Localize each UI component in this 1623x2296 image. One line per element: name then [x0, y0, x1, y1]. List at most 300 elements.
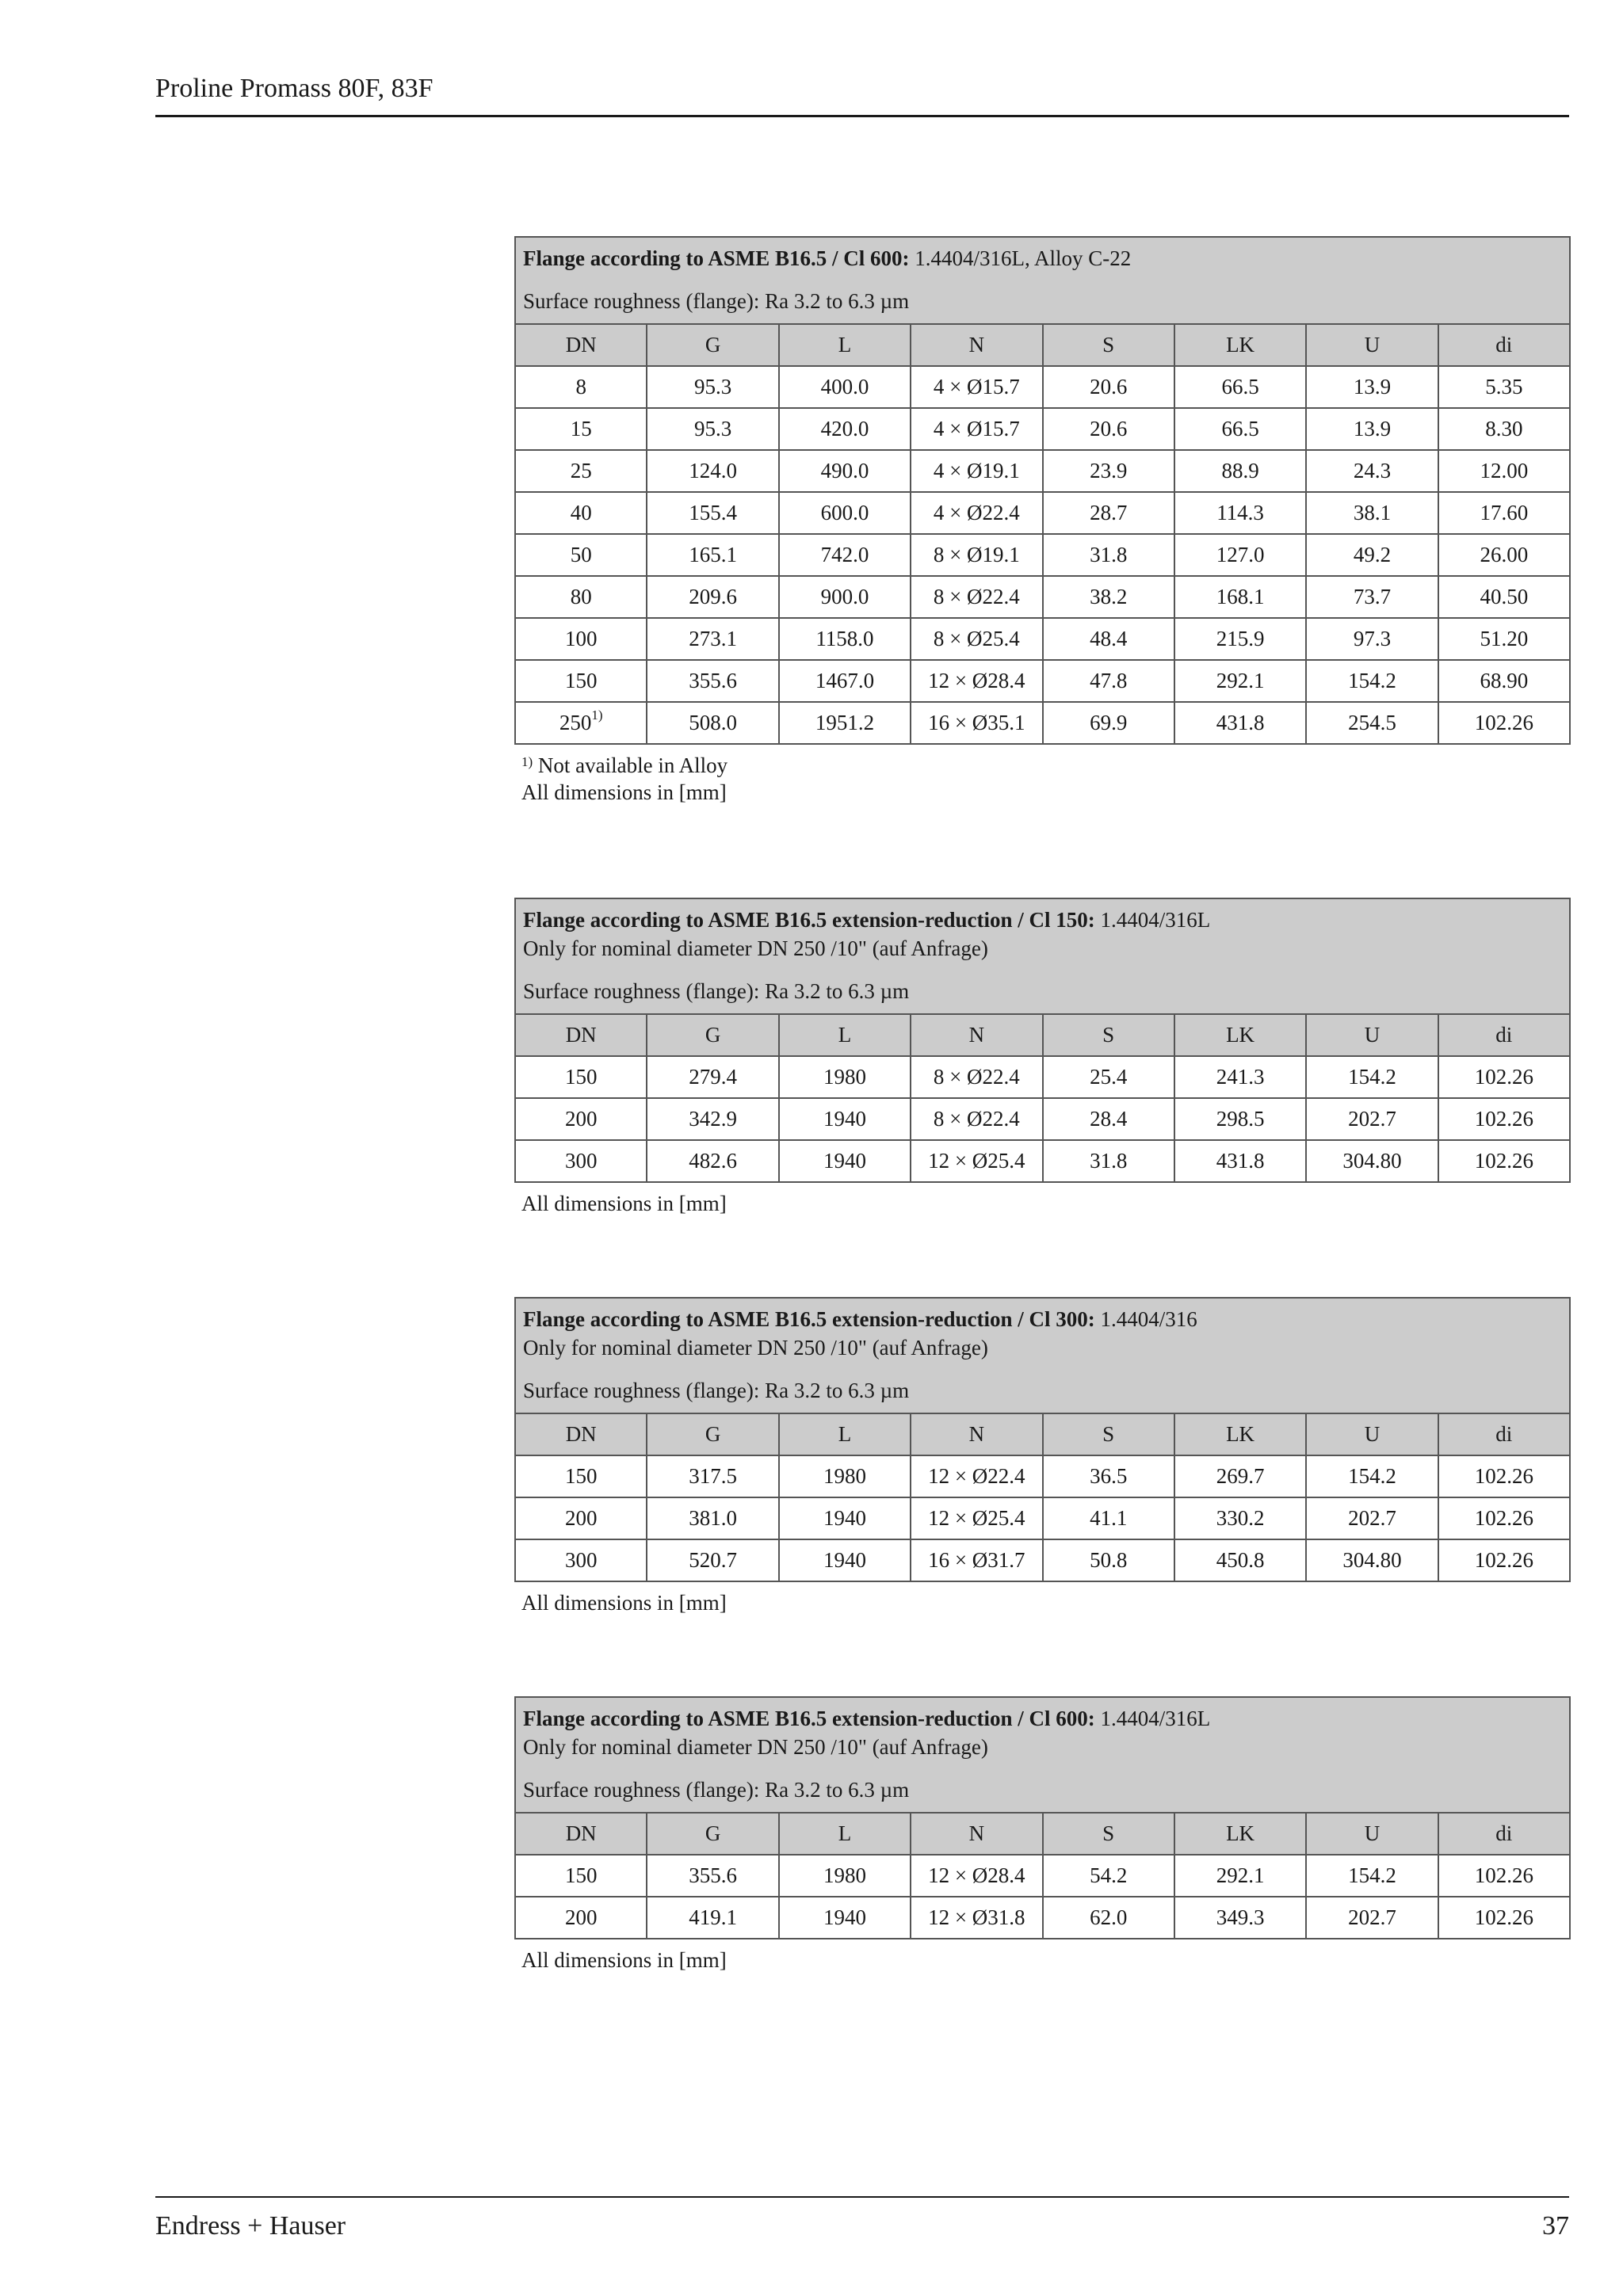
table-cell	[779, 1056, 911, 1098]
dimensions-note: All dimensions in [mm]	[521, 1591, 727, 1615]
table-cell	[1174, 534, 1306, 576]
table-cell	[515, 618, 647, 660]
cell-value: 68.90	[1480, 669, 1529, 692]
cell-value: 8 × Ø22.4	[933, 1107, 1020, 1131]
cell-value: 168.1	[1216, 585, 1265, 608]
table-cell	[1438, 1497, 1570, 1539]
cell-value: 102.26	[1474, 1149, 1533, 1173]
table-cell	[1438, 492, 1570, 534]
cell-value: 431.8	[1216, 711, 1265, 734]
cell-value: 24.3	[1353, 459, 1392, 482]
cell-value: 381.0	[689, 1506, 737, 1530]
table-caption-row	[515, 1697, 1570, 1813]
cell-value: 102.26	[1474, 1065, 1533, 1089]
cell-value: 26.00	[1480, 543, 1529, 566]
caption-spacer	[523, 273, 1562, 287]
column-header: G	[647, 1813, 778, 1855]
cell-value: 15	[570, 417, 592, 441]
cell-value: 200	[564, 1905, 598, 1929]
table-caption	[515, 237, 1570, 324]
cell-value: 47.8	[1090, 669, 1128, 692]
table-cell	[911, 1455, 1042, 1497]
cell-value: 100	[564, 627, 598, 650]
cell-value: 41.1	[1090, 1506, 1128, 1530]
cell-value: 165.1	[689, 543, 737, 566]
cell-value: 1980	[823, 1065, 866, 1089]
cell-value: 279.4	[689, 1065, 737, 1089]
cell-value: 1980	[823, 1863, 866, 1887]
cell-value: 154.2	[1348, 1065, 1396, 1089]
cell-value: 69.9	[1090, 711, 1128, 734]
table-cell	[911, 1897, 1042, 1939]
cell-value: 4 × Ø15.7	[933, 417, 1020, 441]
footer-company: Endress + Hauser	[155, 2211, 346, 2241]
table-cell	[911, 618, 1042, 660]
table-row	[515, 1897, 1570, 1939]
cell-value: 900.0	[820, 585, 869, 608]
column-header: LK	[1174, 1413, 1306, 1455]
cell-value: 1940	[823, 1149, 866, 1173]
surface-roughness-label: Surface roughness (flange): Ra 3.2 to 6.3 µm	[523, 1379, 910, 1402]
cell-value: 50	[570, 543, 592, 566]
table-cell	[1043, 660, 1174, 702]
table-cell	[779, 408, 911, 450]
table-cell	[1306, 1455, 1438, 1497]
column-header: LK	[1174, 324, 1306, 366]
cell-value: 330.2	[1216, 1506, 1265, 1530]
table-row	[515, 492, 1570, 534]
table-title-material: 1.4404/316L, Alloy C-22	[909, 246, 1132, 270]
table-title-bold: Flange according to ASME B16.5 extension-reduction / Cl 300:	[523, 1307, 1095, 1331]
table-cell	[1043, 1140, 1174, 1182]
table-cell	[647, 534, 778, 576]
column-header: di	[1438, 324, 1570, 366]
table-cell	[911, 366, 1042, 408]
cell-value: 241.3	[1216, 1065, 1265, 1089]
table-cell	[647, 618, 778, 660]
table-cell	[1174, 1455, 1306, 1497]
cell-value: 431.8	[1216, 1149, 1265, 1173]
table-cell	[1306, 1056, 1438, 1098]
flange-dimension-table	[514, 898, 1571, 1183]
table-title-bold: Flange according to ASME B16.5 extension-reduction / Cl 150:	[523, 908, 1095, 932]
footer-divider	[155, 2196, 1569, 2198]
cell-value: 209.6	[689, 585, 737, 608]
cell-value: 12 × Ø25.4	[928, 1506, 1025, 1530]
footnote-text: Not available in Alloy	[533, 753, 728, 777]
cell-value: 38.1	[1353, 501, 1392, 524]
table-cell	[1174, 660, 1306, 702]
table-cell	[911, 534, 1042, 576]
table-row	[515, 450, 1570, 492]
cell-value: 4 × Ø22.4	[933, 501, 1020, 524]
cell-value: 16 × Ø35.1	[928, 711, 1025, 734]
column-header: L	[779, 1813, 911, 1855]
table-cell	[779, 660, 911, 702]
table-cell	[1043, 450, 1174, 492]
table-cell	[1438, 576, 1570, 618]
cell-value: 8 × Ø22.4	[933, 585, 1020, 608]
table-row	[515, 534, 1570, 576]
cell-value: 16 × Ø31.7	[928, 1548, 1025, 1572]
cell-value: 269.7	[1216, 1464, 1265, 1488]
table-cell	[1043, 1056, 1174, 1098]
flange-dimension-table	[514, 1696, 1571, 1939]
table-cell	[1306, 702, 1438, 744]
column-header: U	[1306, 1413, 1438, 1455]
table-cell	[1043, 618, 1174, 660]
table-cell	[647, 660, 778, 702]
table-cell	[1043, 534, 1174, 576]
table-cell	[1306, 408, 1438, 450]
table-cell	[515, 534, 647, 576]
table-cell	[911, 408, 1042, 450]
cell-value: 8.30	[1485, 417, 1523, 441]
cell-value: 36.5	[1090, 1464, 1128, 1488]
cell-value: 12 × Ø28.4	[928, 669, 1025, 692]
table-row	[515, 1140, 1570, 1182]
table-cell	[515, 660, 647, 702]
flange-table-block	[514, 236, 1571, 806]
cell-value: 102.26	[1474, 1506, 1533, 1530]
column-header: DN	[515, 1014, 647, 1056]
cell-value: 200	[564, 1107, 598, 1131]
table-title-material: 1.4404/316L	[1094, 908, 1211, 932]
flange-table-block	[514, 898, 1571, 1217]
column-header: S	[1043, 1813, 1174, 1855]
table-cell	[1174, 1497, 1306, 1539]
table-subtitle: Only for nominal diameter DN 250 /10" (auf Anfrage)	[523, 936, 988, 960]
cell-value: 300	[564, 1548, 598, 1572]
cell-value: 304.80	[1342, 1548, 1402, 1572]
column-header: DN	[515, 1413, 647, 1455]
cell-value: 8	[575, 375, 586, 399]
table-cell	[779, 1497, 911, 1539]
table-cell	[1174, 1098, 1306, 1140]
table-row	[515, 1098, 1570, 1140]
cell-value: 66.5	[1221, 417, 1259, 441]
flange-dimension-table	[514, 236, 1571, 745]
column-header: N	[911, 1413, 1042, 1455]
table-cell	[647, 366, 778, 408]
cell-value: 13.9	[1353, 417, 1392, 441]
cell-value: 349.3	[1216, 1905, 1265, 1929]
table-cell	[515, 1098, 647, 1140]
cell-value: 102.26	[1474, 1905, 1533, 1929]
cell-value: 102.26	[1474, 1548, 1533, 1572]
table-cell	[1306, 1098, 1438, 1140]
table-cell	[1174, 1539, 1306, 1581]
cell-value: 31.8	[1090, 1149, 1128, 1173]
cell-value: 48.4	[1090, 627, 1128, 650]
cell-value: 202.7	[1348, 1905, 1396, 1929]
table-caption	[515, 1697, 1570, 1813]
table-cell	[1043, 366, 1174, 408]
table-row	[515, 660, 1570, 702]
column-header: LK	[1174, 1813, 1306, 1855]
table-cell	[515, 702, 647, 744]
table-title-bold: Flange according to ASME B16.5 extension-reduction / Cl 600:	[523, 1707, 1095, 1730]
column-header: G	[647, 1413, 778, 1455]
cell-value: 155.4	[689, 501, 737, 524]
table-cell	[911, 702, 1042, 744]
table-cell	[779, 450, 911, 492]
table-cell	[515, 450, 647, 492]
cell-value: 292.1	[1216, 1863, 1265, 1887]
table-cell	[779, 1140, 911, 1182]
table-cell	[911, 450, 1042, 492]
cell-value: 1951.2	[815, 711, 875, 734]
footnote	[521, 752, 1571, 779]
table-notes	[514, 1947, 1571, 1974]
column-header: DN	[515, 1813, 647, 1855]
column-header: U	[1306, 324, 1438, 366]
table-cell	[1174, 1056, 1306, 1098]
table-cell	[779, 1539, 911, 1581]
table-cell	[515, 408, 647, 450]
caption-spacer	[523, 1761, 1562, 1775]
table-cell	[647, 1098, 778, 1140]
surface-roughness-label: Surface roughness (flange): Ra 3.2 to 6.3 µm	[523, 979, 910, 1003]
table-title-material: 1.4404/316L	[1094, 1707, 1211, 1730]
table-cell	[1174, 408, 1306, 450]
cell-value: 215.9	[1216, 627, 1265, 650]
table-cell	[779, 576, 911, 618]
table-row	[515, 702, 1570, 744]
cell-value: 508.0	[689, 711, 737, 734]
cell-value: 28.7	[1090, 501, 1128, 524]
column-header-row	[515, 1813, 1570, 1855]
column-header-row	[515, 324, 1570, 366]
cell-value: 40	[570, 501, 592, 524]
table-cell	[1174, 576, 1306, 618]
table-notes	[514, 1589, 1571, 1616]
cell-value: 202.7	[1348, 1506, 1396, 1530]
cell-value: 114.3	[1216, 501, 1264, 524]
cell-value: 1158.0	[815, 627, 874, 650]
dimensions-note: All dimensions in [mm]	[521, 1192, 727, 1215]
table-cell	[1174, 1855, 1306, 1897]
cell-value: 8 × Ø22.4	[933, 1065, 1020, 1089]
column-header: L	[779, 1014, 911, 1056]
table-cell	[1174, 1897, 1306, 1939]
cell-value: 31.8	[1090, 543, 1128, 566]
table-cell	[1174, 618, 1306, 660]
cell-value: 88.9	[1221, 459, 1259, 482]
table-title	[523, 1704, 1562, 1733]
column-header: G	[647, 324, 778, 366]
table-cell	[1043, 1098, 1174, 1140]
cell-value: 23.9	[1090, 459, 1128, 482]
table-cell	[1306, 1855, 1438, 1897]
table-cell	[647, 1140, 778, 1182]
cell-value: 420.0	[820, 417, 869, 441]
page-number: 37	[1542, 2211, 1569, 2241]
cell-value: 12 × Ø22.4	[928, 1464, 1025, 1488]
table-cell	[1438, 1098, 1570, 1140]
table-title	[523, 1305, 1562, 1333]
table-cell	[1306, 366, 1438, 408]
cell-value: 40.50	[1480, 585, 1529, 608]
table-cell	[1043, 408, 1174, 450]
table-cell	[779, 492, 911, 534]
cell-value: 51.20	[1480, 627, 1529, 650]
table-title-material: 1.4404/316	[1094, 1307, 1197, 1331]
cell-value: 12 × Ø31.8	[928, 1905, 1025, 1929]
cell-value: 12 × Ø28.4	[928, 1863, 1025, 1887]
table-row	[515, 1855, 1570, 1897]
column-header: N	[911, 324, 1042, 366]
table-cell	[515, 1539, 647, 1581]
cell-value: 25.4	[1090, 1065, 1128, 1089]
table-cell	[1043, 576, 1174, 618]
cell-value: 28.4	[1090, 1107, 1128, 1131]
cell-value: 202.7	[1348, 1107, 1396, 1131]
cell-value: 97.3	[1353, 627, 1392, 650]
table-notes	[514, 1190, 1571, 1217]
table-cell	[515, 1455, 647, 1497]
cell-value: 4 × Ø15.7	[933, 375, 1020, 399]
cell-value: 25	[570, 459, 592, 482]
table-cell	[779, 1098, 911, 1140]
column-header-row	[515, 1014, 1570, 1056]
table-cell	[515, 492, 647, 534]
cell-value: 95.3	[693, 417, 732, 441]
table-cell	[1438, 660, 1570, 702]
dimensions-note: All dimensions in [mm]	[521, 780, 727, 804]
column-header: DN	[515, 324, 647, 366]
table-subtitle: Only for nominal diameter DN 250 /10" (auf Anfrage)	[523, 1735, 988, 1759]
table-cell	[647, 1539, 778, 1581]
table-caption-row	[515, 1298, 1570, 1413]
cell-value: 5.35	[1485, 375, 1523, 399]
table-cell	[779, 702, 911, 744]
flange-dimension-table	[514, 1297, 1571, 1582]
cell-value: 250	[559, 711, 592, 734]
table-cell	[1438, 1897, 1570, 1939]
table-title	[523, 244, 1562, 273]
table-cell	[911, 1539, 1042, 1581]
cell-value: 355.6	[689, 1863, 737, 1887]
table-cell	[911, 660, 1042, 702]
table-cell	[911, 1855, 1042, 1897]
table-cell	[1306, 1140, 1438, 1182]
table-cell	[515, 366, 647, 408]
cell-value: 600.0	[820, 501, 869, 524]
table-cell	[1438, 1056, 1570, 1098]
cell-value: 1940	[823, 1548, 866, 1572]
cell-value: 127.0	[1216, 543, 1265, 566]
cell-value: 1980	[823, 1464, 866, 1488]
flange-table-block	[514, 1696, 1571, 1974]
table-cell	[1306, 618, 1438, 660]
table-row	[515, 1455, 1570, 1497]
table-cell	[1043, 1497, 1174, 1539]
table-cell	[779, 1455, 911, 1497]
table-cell	[515, 576, 647, 618]
table-cell	[647, 1897, 778, 1939]
cell-value: 150	[564, 1065, 598, 1089]
table-cell	[1306, 1897, 1438, 1939]
table-row	[515, 576, 1570, 618]
cell-value: 254.5	[1348, 711, 1396, 734]
table-cell	[1438, 408, 1570, 450]
table-cell	[1438, 618, 1570, 660]
cell-value: 12 × Ø25.4	[928, 1149, 1025, 1173]
surface-roughness-label: Surface roughness (flange): Ra 3.2 to 6.3 µm	[523, 289, 910, 313]
table-cell	[647, 1497, 778, 1539]
cell-value: 298.5	[1216, 1107, 1265, 1131]
page-header-title: Proline Promass 80F, 83F	[155, 74, 433, 103]
caption-spacer	[523, 963, 1562, 977]
column-header: S	[1043, 1413, 1174, 1455]
table-cell	[1306, 1497, 1438, 1539]
column-header: G	[647, 1014, 778, 1056]
cell-value: 17.60	[1480, 501, 1529, 524]
cell-value: 8 × Ø25.4	[933, 627, 1020, 650]
table-cell	[1438, 1455, 1570, 1497]
cell-value: 150	[564, 1863, 598, 1887]
table-cell	[1174, 450, 1306, 492]
cell-value: 742.0	[820, 543, 869, 566]
cell-value: 520.7	[689, 1548, 737, 1572]
cell-value: 102.26	[1474, 1107, 1533, 1131]
table-cell	[1043, 1539, 1174, 1581]
table-cell	[647, 1855, 778, 1897]
table-cell	[1438, 1140, 1570, 1182]
cell-value: 154.2	[1348, 1863, 1396, 1887]
dimensions-note: All dimensions in [mm]	[521, 1948, 727, 1972]
cell-value: 342.9	[689, 1107, 737, 1131]
cell-value: 8 × Ø19.1	[933, 543, 1020, 566]
table-caption	[515, 898, 1570, 1014]
table-caption-row	[515, 898, 1570, 1014]
table-cell	[515, 1897, 647, 1939]
cell-value: 154.2	[1348, 1464, 1396, 1488]
cell-value: 124.0	[689, 459, 737, 482]
table-cell	[647, 1056, 778, 1098]
table-cell	[911, 492, 1042, 534]
table-cell	[1174, 702, 1306, 744]
table-title	[523, 906, 1562, 934]
table-cell	[1306, 660, 1438, 702]
column-header: L	[779, 1413, 911, 1455]
cell-value: 450.8	[1216, 1548, 1265, 1572]
table-cell	[1306, 534, 1438, 576]
table-cell	[1306, 1539, 1438, 1581]
flange-table-block	[514, 1297, 1571, 1616]
cell-value: 38.2	[1090, 585, 1128, 608]
table-cell	[647, 408, 778, 450]
column-header: S	[1043, 324, 1174, 366]
table-subtitle: Only for nominal diameter DN 250 /10" (auf Anfrage)	[523, 1336, 988, 1360]
cell-value: 12.00	[1480, 459, 1529, 482]
table-row	[515, 408, 1570, 450]
column-header: LK	[1174, 1014, 1306, 1056]
column-header: S	[1043, 1014, 1174, 1056]
table-cell	[515, 1056, 647, 1098]
cell-value: 102.26	[1474, 1863, 1533, 1887]
table-cell	[1174, 1140, 1306, 1182]
cell-value: 200	[564, 1506, 598, 1530]
column-header: N	[911, 1014, 1042, 1056]
table-cell	[515, 1140, 647, 1182]
table-cell	[779, 366, 911, 408]
table-row	[515, 1539, 1570, 1581]
table-row	[515, 366, 1570, 408]
cell-value: 490.0	[820, 459, 869, 482]
cell-value: 482.6	[689, 1149, 737, 1173]
